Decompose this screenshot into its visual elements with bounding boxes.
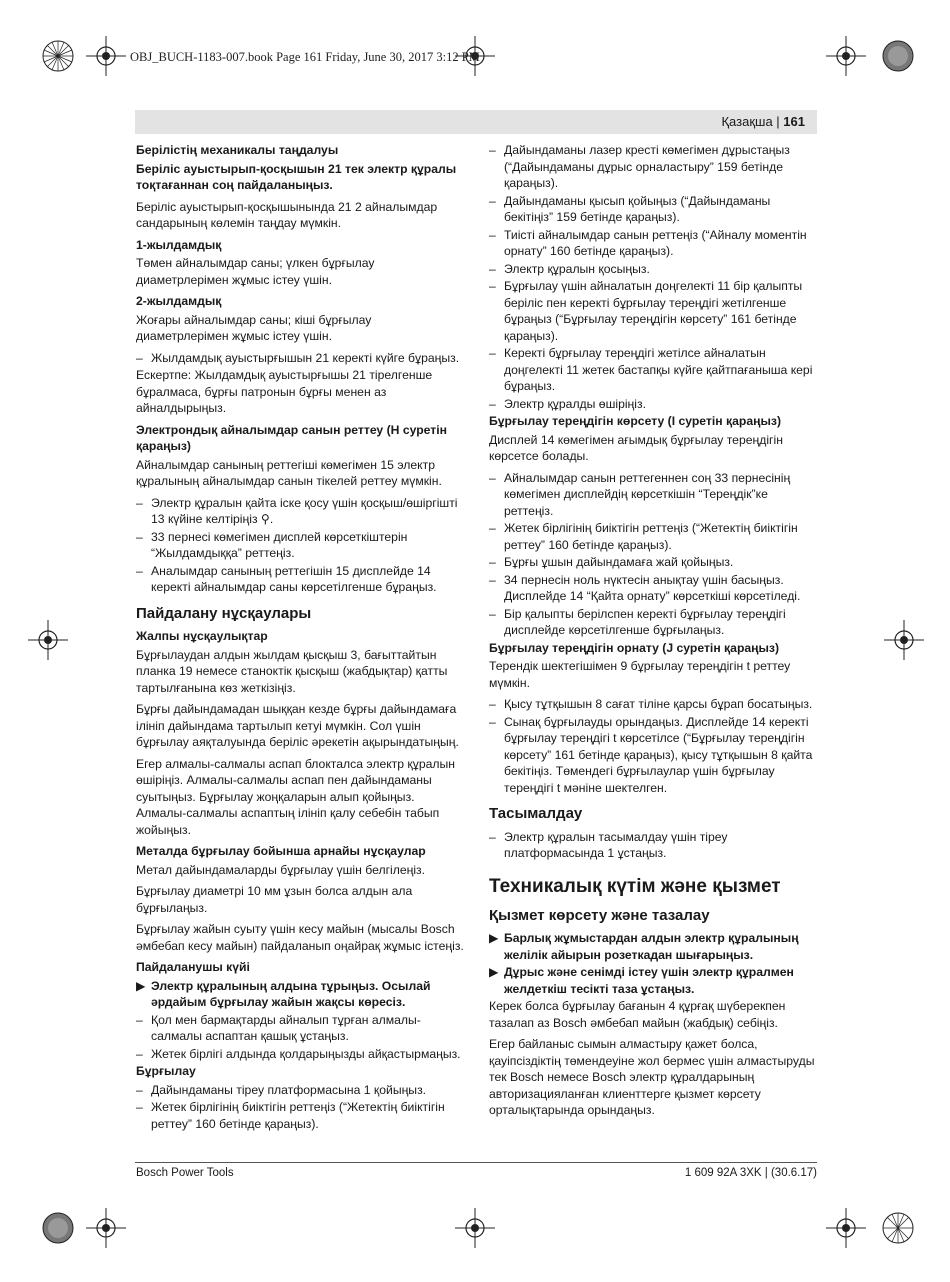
dash-bullet: – <box>489 279 496 293</box>
list-item-text: 33 пернесі көмегімен дисплей көрсеткіштерін “Жылдамдыққа” реттеңіз. <box>151 529 408 560</box>
list-item-text: Бір қалыпты берілспен керекті бұрғылау тереңдігі дисплейде көрсетілгенше бұрғылаңыз. <box>504 606 786 637</box>
subheading: Металда бұрғылау бойынша арнайы нұсқаулар <box>136 844 426 858</box>
section-title: Техникалық күтім және қызмет <box>489 875 781 897</box>
dash-bullet: – <box>489 829 496 844</box>
dash-bullet: – <box>489 143 496 157</box>
crosshair-mark-icon <box>86 36 126 76</box>
list-item <box>489 520 819 553</box>
section-heading: Қызмет көрсету және тазалау <box>489 906 710 924</box>
dash-bullet: – <box>136 1012 143 1027</box>
dash-bullet: – <box>136 1046 143 1061</box>
header-text: Қазақша | 161 <box>721 114 805 129</box>
list-item-text: Электр құралын қосыңыз. <box>504 261 650 276</box>
list-item <box>489 470 819 520</box>
list-item <box>489 554 819 571</box>
registration-mark-icon <box>38 36 78 76</box>
subheading: 2-жылдамдық <box>136 294 222 308</box>
list-item <box>489 396 819 413</box>
dash-bullet: – <box>489 346 496 360</box>
list-item <box>489 696 819 713</box>
list-item <box>489 278 819 344</box>
paragraph: Бұрғылау диаметрі 10 мм ұзын болса алдын ала бұрғылаңыз. <box>136 884 413 915</box>
footer-divider <box>135 1162 817 1163</box>
triangle-bullet-icon: ▶ <box>489 931 499 945</box>
list-item-text: Дұрыс және сенімді істеу үшін электр құралмен желдеткіш тесікті таза ұстаңыз. <box>504 965 794 996</box>
list-item-text: Дайындаманы тіреу платформасына 1 қойыңыз. <box>151 1082 427 1097</box>
list-item <box>489 345 819 395</box>
list-item-text: Аналымдар санының реттегішін 15 дисплейде 14 керекті айналымдар саны көрсетілгенше бұраңыз. <box>151 563 437 594</box>
list-item-text: Жетек бірлігінің биіктігін реттеңіз (“Жетектің биіктігін реттеу” 160 бетінде қараңыз). <box>151 1100 445 1131</box>
subheading: Пайдаланушы күйі <box>136 960 250 974</box>
crosshair-mark-icon <box>884 620 924 660</box>
subheading: Берілістің механикалы таңдалуы <box>136 143 339 157</box>
paragraph: Беріліс ауыстырып-қосқышынында 21 2 айналымдар сандарының көлемін таңдау мүмкін. <box>136 199 438 230</box>
list-item <box>489 714 819 797</box>
subheading: Бұрғылау тереңдігін көрсету (I суретін қараңыз) <box>489 414 782 428</box>
paragraph: Керек болса бұрғылау бағанын 4 құрғақ шүберекпен тазалап аз Bosch әмбебап майын (жабдық) себіңіз. <box>489 999 786 1030</box>
crosshair-mark-icon <box>86 1208 126 1248</box>
list-item-text: Қол мен бармақтарды айналып тұрған алмалы-салмалы аспаптан қашық ұстаңыз. <box>151 1012 421 1043</box>
dash-bullet: – <box>489 227 496 242</box>
paragraph: Терендік шектегішімен 9 бұрғылау тереңдігін t реттеу мүмкін. <box>489 659 791 690</box>
paragraph: Бұрғылау жайын суыту үшін кесу майын (мысалы Bosch әмбебап кесу майын) пайдаланып оңайрақ жұмыс істеңіз. <box>136 922 464 953</box>
list-item <box>136 495 466 528</box>
list-item <box>489 261 819 278</box>
registration-mark-icon <box>878 1208 918 1248</box>
footer-code: 1 609 92A 3XK | (30.6.17) <box>684 1167 817 1179</box>
list-item <box>489 142 819 192</box>
paragraph: Егер алмалы-салмалы аспап блокталса электр құралын өшіріңіз. Алмалы-салмалы аспап пен дайындаманы суытыңыз. Бұрғылау жоңқаларын алып қойыңыз. Алмалы-салмалы аспаптың ілініп қалу себебін табып жойыңыз. <box>136 756 456 837</box>
header-language: Қазақша <box>721 114 773 129</box>
crosshair-mark-icon <box>826 36 866 76</box>
crosshair-mark-icon <box>826 1208 866 1248</box>
paragraph: Бұрғы дайындамадан шыққан кезде бұрғы дайындамаға ілініп дайындама тартылып кетуі мүмкін. Сол үшін бұрғылау аяқталуында беріліс әрекетін ақырындатыңың. <box>136 702 459 749</box>
list-item-text: Бұрғылау үшін айналатын доңгелекті 11 бір қалыпты беріліс пен керекті бұрғылау тереңдігі жетілгенше бұраңыз (“Бұрғылау тереңдігін көрсету” 161 бетінде қараңыз). <box>504 279 803 343</box>
list-item <box>136 350 466 367</box>
dash-bullet: – <box>136 1100 143 1114</box>
dash-bullet: – <box>489 193 496 208</box>
section-heading: Тасымалдау <box>489 805 583 822</box>
paragraph: Метал дайындамаларды бұрғылау үшін белгілеңіз. <box>136 862 426 877</box>
dash-bullet: – <box>136 529 143 544</box>
dash-bullet: – <box>489 697 496 711</box>
dash-bullet: – <box>136 350 143 365</box>
color-bar-mark-icon <box>38 1208 78 1248</box>
subheading: Электрондық айналымдар санын реттеу (H суретін қараңыз) <box>136 422 448 453</box>
triangle-bullet-icon: ▶ <box>136 978 146 993</box>
list-item-text: Электр құралының алдына тұрыңыз. Осылай әрдайым бұрғылау жайын жақсы көресіз. <box>151 978 431 1009</box>
list-item-text: Барлық жұмыстардан алдын электр құралының желілік айырын розеткадан шығарыңыз. <box>504 931 799 962</box>
list-item-text: Бұрғы ұшын дайындамаға жай қойыңыз. <box>504 555 734 569</box>
page-header <box>135 110 817 134</box>
crosshair-mark-icon <box>455 1208 495 1248</box>
list-item-text: Электр құралды өшіріңіз. <box>504 396 646 411</box>
list-item <box>136 978 466 1011</box>
dash-bullet: – <box>489 261 496 276</box>
dash-bullet: – <box>136 563 143 578</box>
dash-bullet: – <box>489 470 496 485</box>
list-item-text: 34 пернесін ноль нүктесін анықтау үшін басыңыз. Дисплейде 14 “Қайта орнату” көрсеткіші көрсетіледі. <box>504 572 801 603</box>
triangle-bullet-icon: ▶ <box>489 965 499 979</box>
footer-brand: Bosch Power Tools <box>136 1167 234 1179</box>
list-item <box>136 529 466 562</box>
list-item <box>136 1099 466 1132</box>
section-heading: Пайдалану нұсқаулары <box>136 604 312 622</box>
list-item-text: Электр құралын тасымалдау үшін тіреу платформасында 1 ұстаңыз. <box>504 829 728 860</box>
dash-bullet: – <box>489 521 496 535</box>
list-item-text: Жетек бірлігінің биіктігін реттеңіз (“Жетектің биіктігін реттеу” 160 бетінде қараңыз). <box>504 521 798 552</box>
subheading: Жалпы нұсқаулықтар <box>136 629 268 643</box>
list-item-text: Айналымдар санын реттегеннен соң 33 пернесінің көмегімен дисплейдің көрсеткішін “Тереңдік”ке реттеңіз. <box>504 470 791 518</box>
paragraph: Айналымдар санының реттегіші көмегімен 15 электр құралының айналымдар санын тікелей реттеу мүмкін. <box>136 457 442 488</box>
page-number: 161 <box>783 114 805 129</box>
list-item <box>136 1012 466 1045</box>
subheading: Бұрғылау тереңдігін орнату (J суретін қараңыз) <box>489 640 780 655</box>
list-item-text: Жетек бірлігі алдында қолдарыңызды айқастырмаңыз. <box>151 1046 461 1061</box>
list-item-text: Электр құралын қайта іске қосу үшін қосқыш/өшіргішті 13 күйіне келтіріңіз ⚲. <box>151 495 458 526</box>
list-item <box>489 193 819 226</box>
dash-bullet: – <box>489 606 496 621</box>
list-item-text: Дайындаманы қысып қойыңыз (“Дайындаманы бекітіңіз” 159 бетінде қараңыз). <box>504 193 771 224</box>
list-item <box>489 930 819 963</box>
right-column <box>489 142 819 1124</box>
dash-bullet: – <box>489 714 496 729</box>
subheading: 1-жылдамдық <box>136 237 222 252</box>
list-item-text: Дайындаманы лазер кресті көмегімен дұрыстаңыз (“Дайындаманы дұрыс орналастыру” 159 бетінде қараңыз). <box>504 143 790 190</box>
paragraph: Жоғары айналымдар саны; кіші бұрғылау диаметрлерімен жұмыс істеу үшін. <box>136 312 372 343</box>
list-item <box>136 1046 466 1063</box>
color-bar-mark-icon <box>878 36 918 76</box>
list-item-text: Керекті бұрғылау тереңдігі жетілсе айналатын доңгелекті 11 жетек бастапқы күйге қайтпағаныша кері бұраңыз. <box>504 346 813 393</box>
paragraph: Егер байланыс сымын алмастыру қажет болса, қауіпсіздіктің төмендеуіне жол бермес үшін алмастыруды тек Bosch немесе Bosch электр құралдарының авторизацияланған клиенттерге қызмет көрсету орталықтарында орындаңыз. <box>489 1037 815 1117</box>
dash-bullet: – <box>489 555 496 569</box>
list-item-text: Жылдамдық ауыстырғышын 21 керекті күйге бұраңыз. <box>151 350 460 365</box>
dash-bullet: – <box>489 572 496 587</box>
list-item <box>489 606 819 639</box>
warning-paragraph: Беріліс ауыстырып-қосқышын 21 тек электр құралы тоқтағаннан соң пайдаланыңыз. <box>136 161 457 192</box>
list-item-text: Тиісті айналымдар санын реттеңіз (“Айналу моментін орнату” 160 бетінде қараңыз). <box>504 227 807 258</box>
paragraph: Төмен айналымдар саны; үлкен бұрғылау диаметрлерімен жұмыс істеу үшін. <box>136 256 375 287</box>
paragraph: Бұрғылаудан алдын жылдам қысқыш 3, бағыттайтын планка 19 немесе станоктік қысқыш (жабдықтар) қатты тартылғанына көз жеткізіңіз. <box>136 647 448 695</box>
list-item <box>489 227 819 260</box>
dash-bullet: – <box>489 396 496 411</box>
list-item <box>136 1082 466 1099</box>
paragraph: Дисплей 14 көмегімен ағымдық бұрғылау тереңдігін көрсетсе болады. <box>489 432 783 463</box>
list-item <box>136 563 466 596</box>
left-column <box>136 142 466 1133</box>
dash-bullet: – <box>136 1082 143 1097</box>
print-slug: OBJ_BUCH-1183-007.book Page 161 Friday, June 30, 2017 3:12 PM <box>130 50 480 64</box>
subheading: Бұрғылау <box>136 1064 196 1078</box>
dash-bullet: – <box>136 495 143 510</box>
list-item-text: Сынақ бұрғылауды орындаңыз. Дисплейде 14 керекті бұрғылау тереңдігі t көрсетілсе (“Бұрғылау тереңдігін көрсету” 161 бетінде қараңыз), қысу тұтқышын 8 қайта бекітіңіз. Төмендегі бұрғылаулар үшін бұрғылау тереңдігі t мәніне шектелген. <box>504 714 813 795</box>
crosshair-mark-icon <box>28 620 68 660</box>
list-item-text: Қысу тұтқышын 8 сағат тіліне қарсы бұрап босатыңыз. <box>504 697 813 711</box>
list-item <box>489 829 819 862</box>
list-item <box>489 964 819 997</box>
paragraph: Ескертпе: Жылдамдық ауыстырғышы 21 тірелгенше бұралмаса, бұрғы патронын бұрғы менен аз айналдырыңыз. <box>136 368 433 415</box>
list-item <box>489 572 819 605</box>
